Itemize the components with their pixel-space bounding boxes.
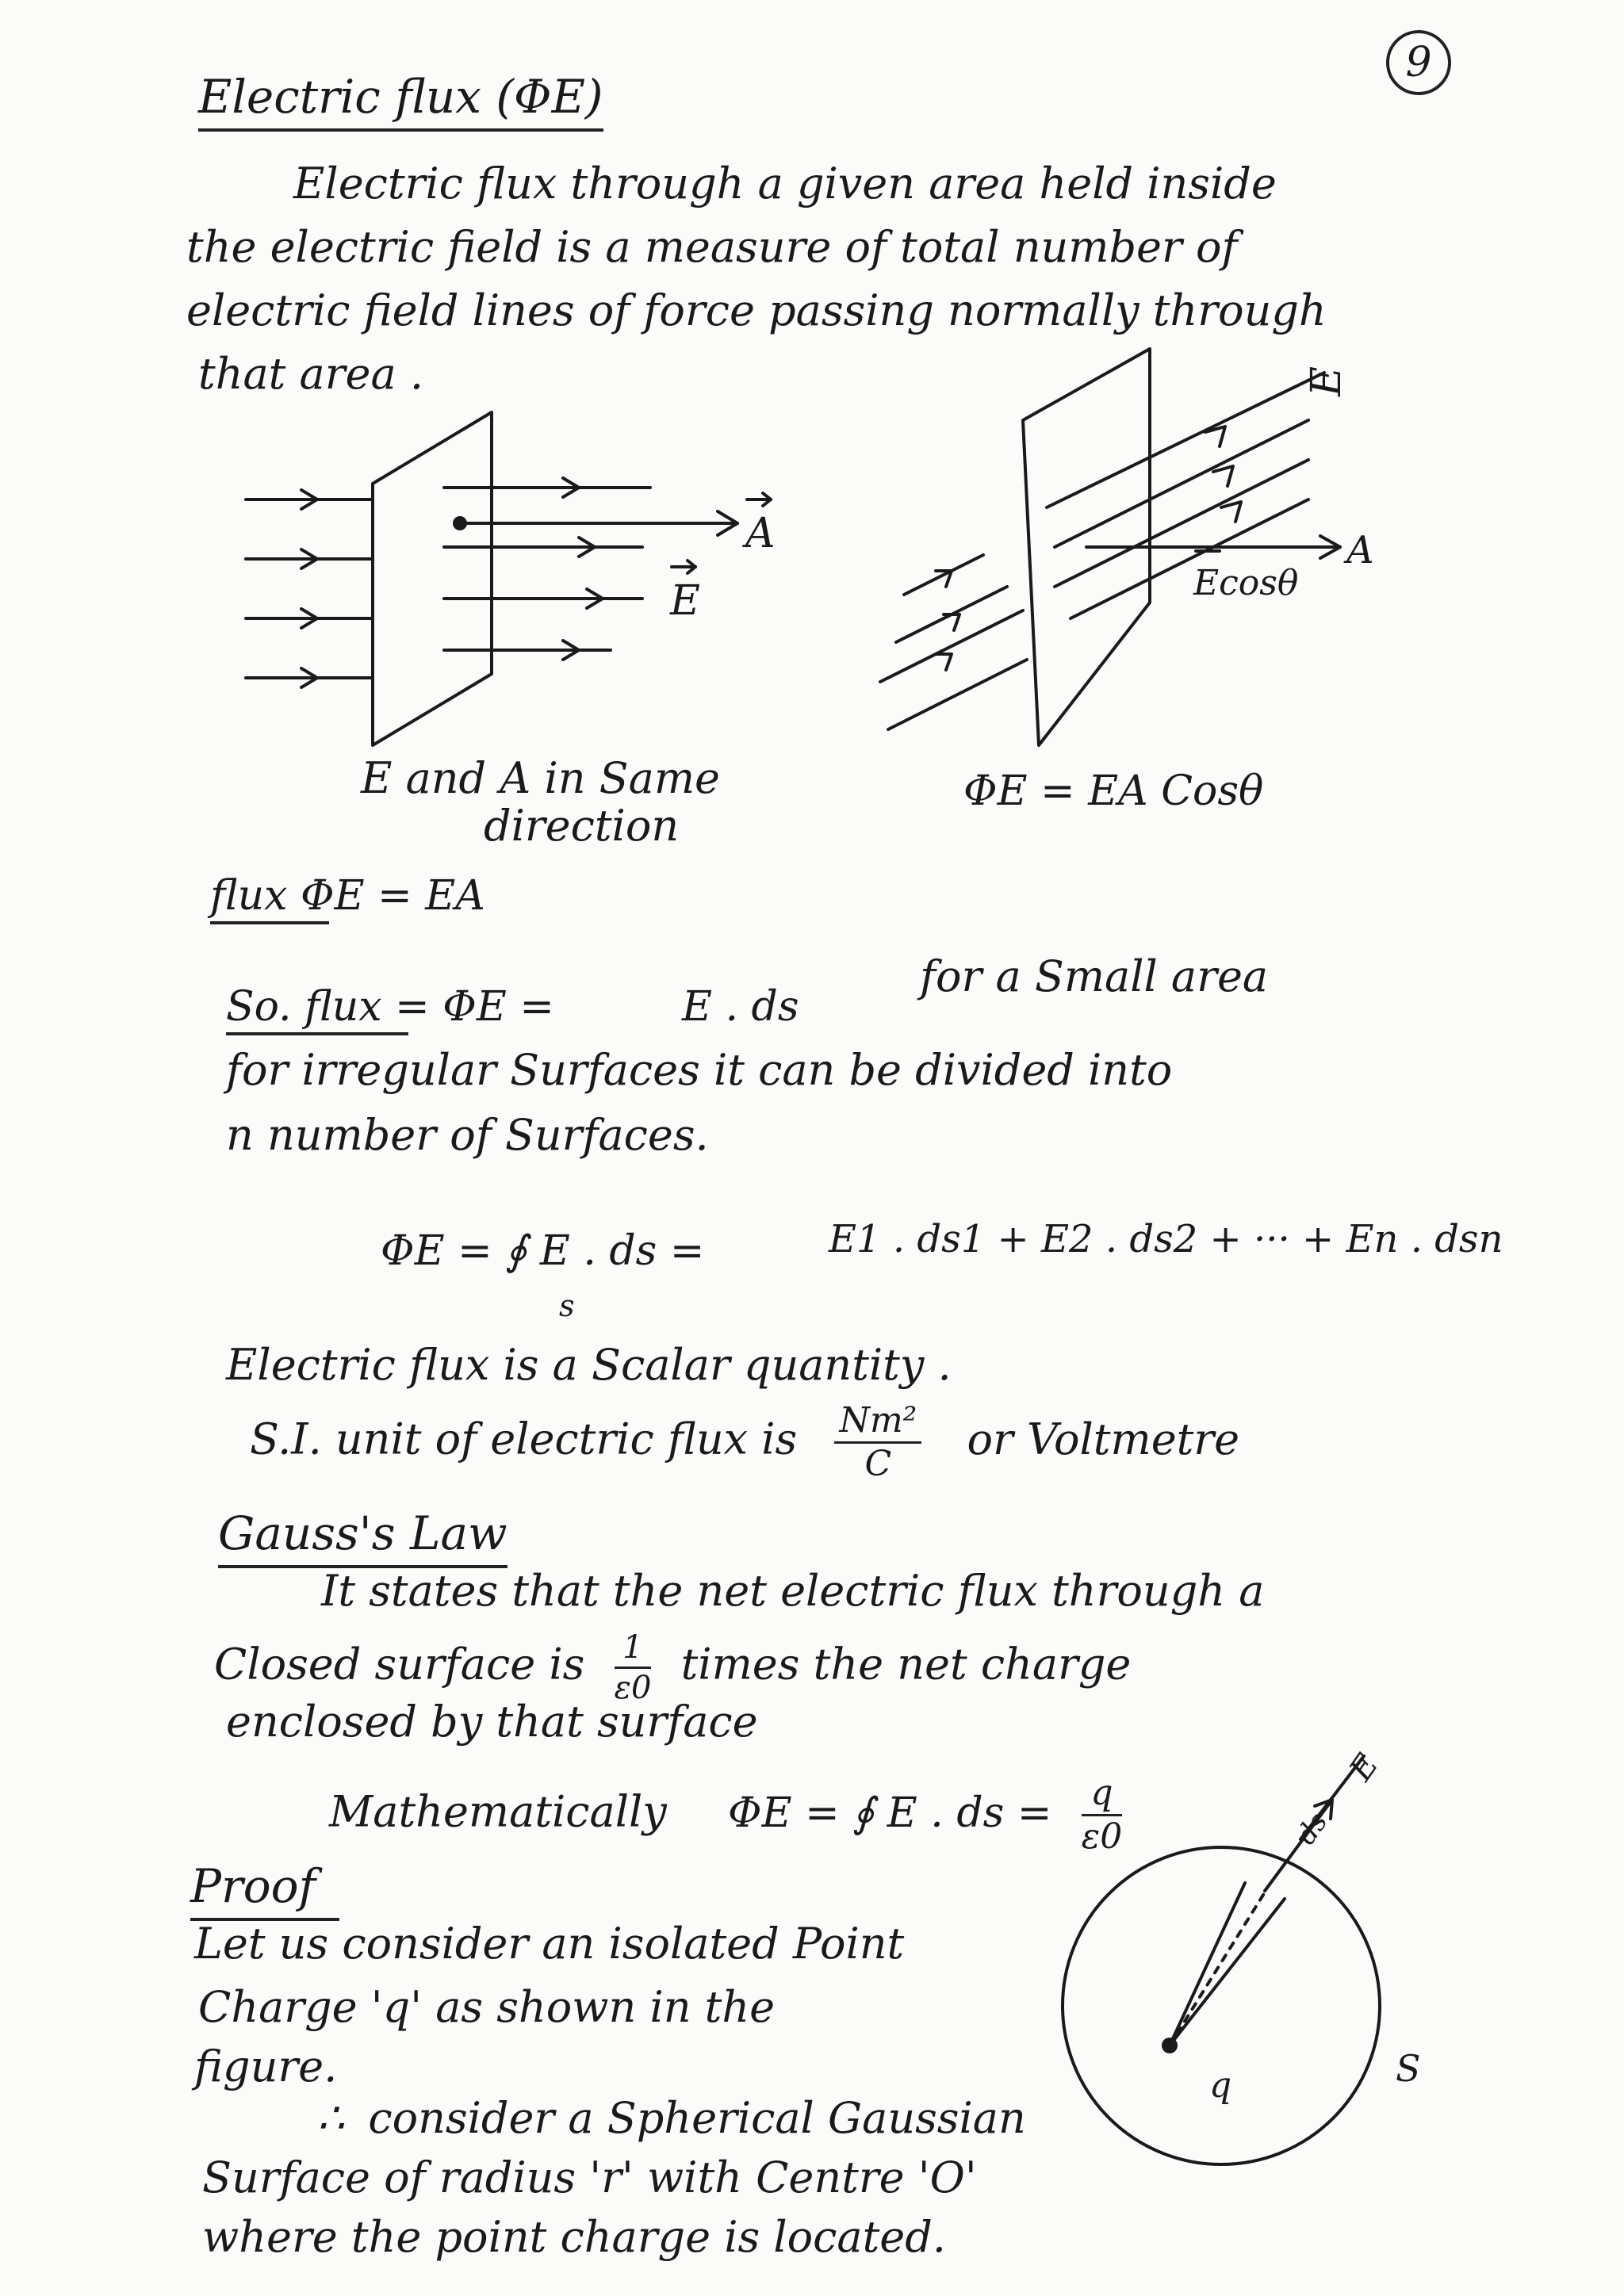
- fig1-caption-line-2: direction: [484, 801, 680, 851]
- si-unit-denominator: C: [864, 1444, 892, 1484]
- cone-center-line: [1170, 1888, 1267, 2045]
- math-frac-num: q: [1082, 1776, 1123, 1816]
- fig2-formula: ΦE = EA Cosθ: [963, 767, 1264, 815]
- consider-line-3: where the point charge is located.: [202, 2212, 946, 2262]
- fig2-area-vector: [1086, 536, 1340, 558]
- incoming-field-lines: [246, 490, 373, 687]
- irregular-line-2: n number of Surfaces.: [226, 1110, 709, 1160]
- proof-title: Proof: [190, 1859, 339, 1921]
- math-equation: ΦE = ∮ E . ds =: [727, 1789, 1052, 1837]
- si-unit-numerator: Nm²: [834, 1403, 921, 1444]
- area-vector: [453, 511, 737, 535]
- definition-line-2: the electric field is a measure of total number of: [186, 222, 1238, 272]
- gauss-line-3: enclosed by that surface: [226, 1697, 758, 1747]
- page-number-circle: [1386, 30, 1451, 95]
- consider-line-1-text: consider a Spherical Gaussian: [368, 2093, 1026, 2143]
- si-unit-tail: or Voltmetre: [967, 1414, 1240, 1464]
- gauss-frac-num: 1: [615, 1632, 652, 1669]
- flux-equation-text: flux ΦE = EA: [210, 872, 485, 920]
- proof-line-1: Let us consider an isolated Point: [194, 1919, 905, 1969]
- section-title-gauss-law: Gauss's Law: [218, 1506, 508, 1568]
- fig2-label-Ecos: Ecosθ: [1193, 563, 1299, 603]
- figure-gaussian-sphere: [1015, 1747, 1459, 2156]
- plate-surface: [373, 412, 492, 745]
- section-title-electric-flux: Electric flux (ΦE): [198, 70, 603, 132]
- small-area-lhs: So. flux = ΦE =: [226, 983, 554, 1031]
- page-number: 9: [1405, 39, 1432, 86]
- math-line: [329, 1773, 1123, 1857]
- integral-subscript: s: [559, 1288, 575, 1323]
- fig1-label-E: E: [670, 577, 700, 625]
- fig3-label-E: E: [1342, 1747, 1386, 1788]
- fig1-label-A: A: [745, 510, 776, 557]
- small-area-note: for a Small area: [920, 951, 1269, 1001]
- integral-rhs: E1 . ds1 + E2 . ds2 + ··· + En . dsn: [829, 1217, 1503, 1261]
- fig2-label-A: A: [1346, 528, 1374, 572]
- irregular-line-1: for irregular Surfaces it can be divided into: [226, 1045, 1173, 1095]
- gauss-line-2a: Closed surface is: [214, 1639, 585, 1689]
- gauss-line-2: [214, 1629, 1132, 1706]
- fig3-label-ds: ds: [1290, 1807, 1335, 1851]
- math-label: Mathematically: [329, 1786, 667, 1837]
- fig1-caption-line-1: E and A in Same: [361, 753, 721, 803]
- definition-line-4: that area .: [198, 349, 424, 399]
- small-area-underline: [226, 1032, 408, 1035]
- integral-lhs: ΦE = ∮ E . ds =: [381, 1227, 705, 1275]
- definition-line-3: electric field lines of force passing normally through: [186, 285, 1327, 335]
- outgoing-field-lines: [444, 478, 650, 660]
- fig3-label-S: S: [1396, 2047, 1421, 2090]
- gauss-frac-den: ε0: [614, 1670, 652, 1706]
- fig3-label-q: q: [1209, 2065, 1232, 2106]
- gauss-line-1: It states that the net electric flux through a: [321, 1566, 1265, 1616]
- therefore-icon: ∴: [317, 2093, 345, 2143]
- math-frac-den: ε0: [1081, 1816, 1123, 1857]
- gauss-fraction: [614, 1629, 652, 1706]
- flux-underline: [210, 921, 329, 924]
- fig2-label-E: E: [1303, 366, 1350, 396]
- si-unit-fraction: [834, 1400, 921, 1484]
- consider-line-2: Surface of radius 'r' with Centre 'O': [202, 2152, 977, 2202]
- si-unit-line: [250, 1400, 1240, 1484]
- definition-line-1: Electric flux through a given area held inside: [293, 159, 1277, 209]
- gauss-line-2b: times the net charge: [680, 1639, 1132, 1689]
- flux-equation: [210, 872, 485, 920]
- si-unit-text: S.I. unit of electric flux is: [250, 1414, 798, 1464]
- consider-line-1: [317, 2093, 1026, 2143]
- small-area-rhs: E . ds: [682, 983, 799, 1031]
- figure-inclined-field: [864, 333, 1435, 761]
- proof-line-2: Charge 'q' as shown in the: [198, 1982, 776, 2032]
- oblique-field-lines: [880, 373, 1324, 729]
- gaussian-surface: [1063, 1847, 1380, 2164]
- proof-line-3: figure.: [194, 2042, 338, 2091]
- scalar-statement: Electric flux is a Scalar quantity .: [226, 1340, 952, 1390]
